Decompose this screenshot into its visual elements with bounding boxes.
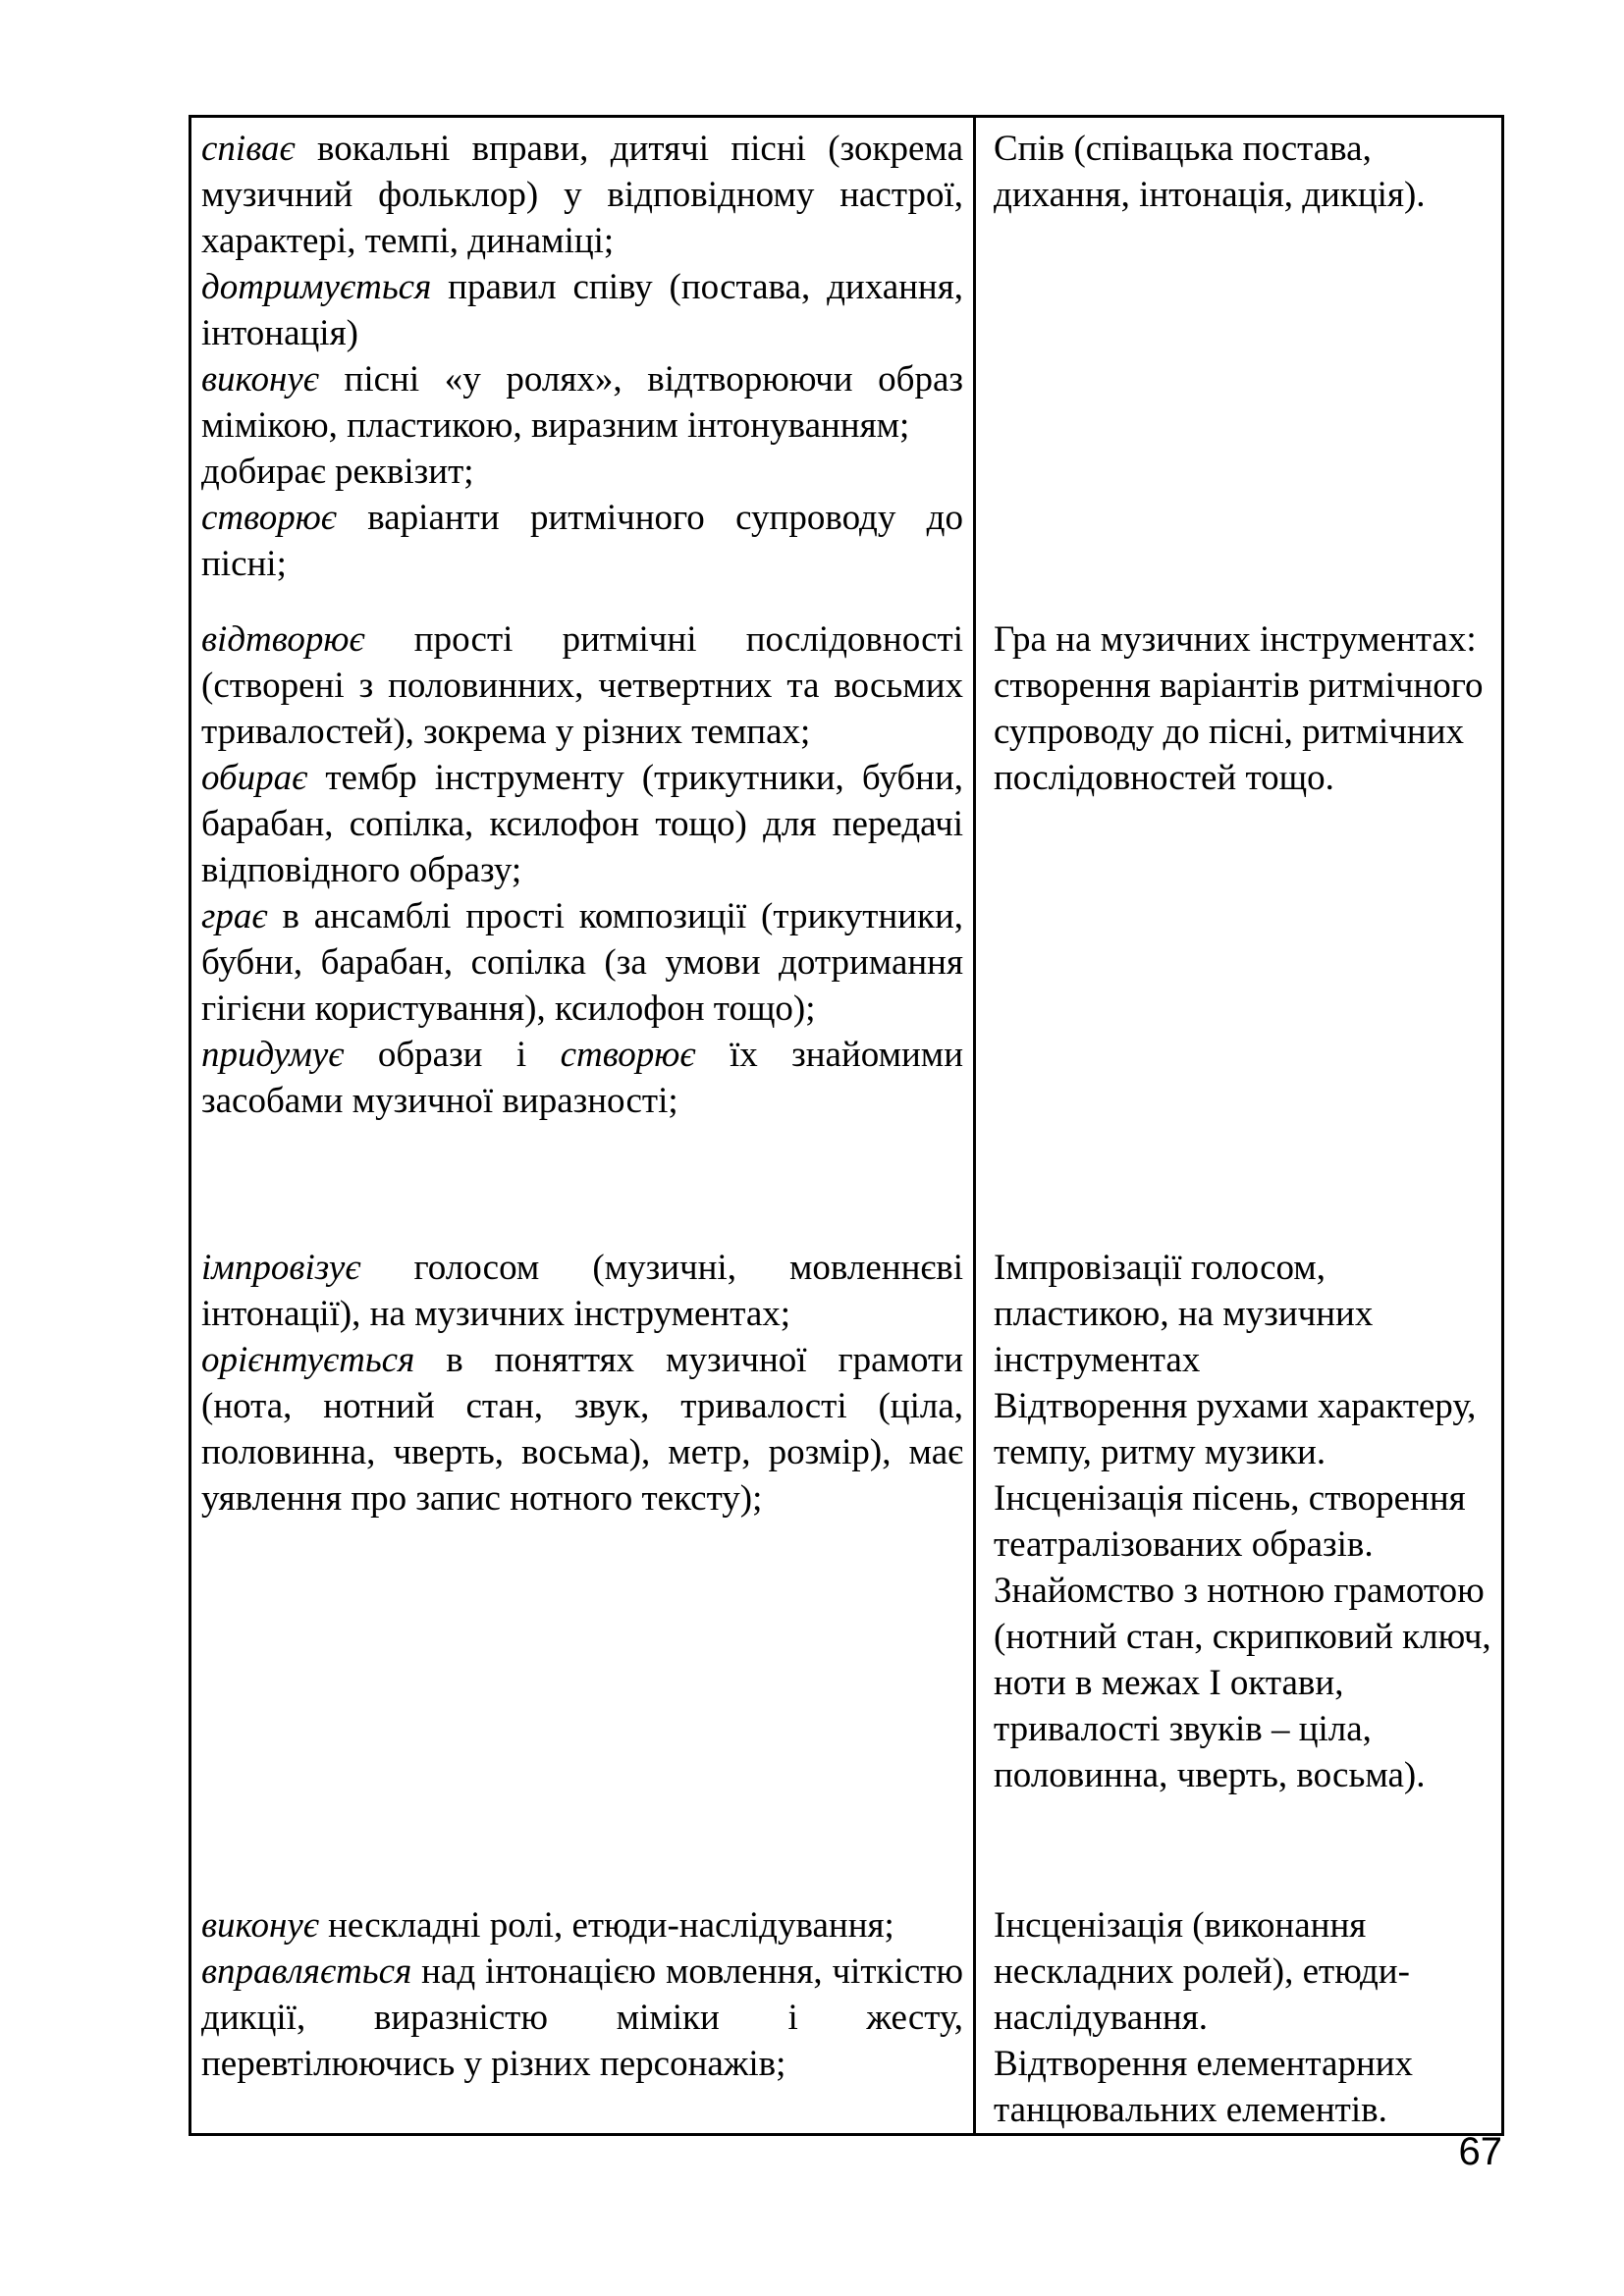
text-run: над інтонацією мовлення, чіткістю дикції, виразністю міміки і жесту, перевтілюючись у різних персонажів; (201, 1951, 963, 2084)
paragraph (994, 1568, 1493, 1798)
paragraph (994, 126, 1493, 218)
paragraph (201, 1902, 963, 1949)
paragraph (201, 1949, 963, 2087)
paragraph (994, 2041, 1493, 2133)
table-cell-row1-right (973, 118, 1501, 609)
text-run: в поняттях музичної грамоти (нота, нотний стан, звук, тривалості (ціла, половинна, чверть, восьма), метр, розмір), має уявлення про запис нотного тексту); (201, 1340, 963, 1519)
text-run: пісні «у ролях», відтворюючи образ мімікою, пластикою, виразним інтонуванням; (201, 359, 963, 446)
text-run: тембр інструменту (трикутники, бубни, барабан, сопілка, ксилофон тощо) для передачі відповідного образу; (201, 758, 963, 890)
text-run: Інсценізація пісень, створення театралізованих образів. (994, 1478, 1466, 1565)
text-run: в ансамблі прості композиції (трикутники, бубни, барабан, сопілка (за умови дотримання гігієни користування), ксилофон тощо); (201, 896, 963, 1029)
text-run: їх знайомими засобами музичної виразності; (201, 1035, 963, 1121)
text-run: варіанти ритмічного супроводу до пісні; (201, 498, 963, 584)
paragraph (201, 449, 963, 495)
text-run: Інсценізація (виконання нескладних ролей), етюди-наслідування. (994, 1905, 1410, 2038)
text-run: правил співу (постава, дихання, інтонація) (201, 267, 963, 353)
text-run: вокальні вправи, дитячі пісні (зокрема музичний фольклор) у відповідному настрої, характері, темпі, динаміці; (201, 129, 963, 261)
text-run: Відтворення рухами характеру, темпу, ритму музики. (994, 1386, 1477, 1472)
table-cell-row4-left (191, 1895, 973, 2133)
table-cell-row3-right (973, 1237, 1501, 1895)
verb-emphasis: вправляється (201, 1951, 412, 1992)
paragraph (201, 1337, 963, 1522)
paragraph (994, 1245, 1493, 1383)
verb-emphasis: орієнтується (201, 1340, 415, 1380)
text-run: Спів (співацька постава, дихання, інтонація, дикція). (994, 129, 1426, 215)
paragraph (201, 616, 963, 755)
text-run: голосом (музичні, мовленнєві інтонації), на музичних інструментах; (201, 1248, 963, 1334)
verb-emphasis: відтворює (201, 619, 365, 660)
text-run: нескладні ролі, етюди-наслідування; (318, 1905, 894, 1946)
paragraph (201, 1032, 963, 1124)
table-cell-row4-right (973, 1895, 1501, 2133)
paragraph (201, 893, 963, 1032)
paragraph (201, 356, 963, 449)
paragraph (201, 1245, 963, 1337)
paragraph (994, 1383, 1493, 1475)
table-cell-row2-left (191, 609, 973, 1237)
verb-emphasis: грає (201, 896, 268, 936)
table-cell-row2-right (973, 609, 1501, 1237)
text-run: Знайомство з нотною грамотою (нотний стан, скрипковий ключ, ноти в межах І октави, тривалості звуків – ціла, половинна, чверть, восьма). (994, 1571, 1491, 1795)
verb-emphasis: виконує (201, 359, 319, 400)
paragraph (994, 1475, 1493, 1568)
paragraph (994, 1902, 1493, 2041)
text-run: Гра на музичних інструментах: створення варіантів ритмічного супроводу до пісні, ритмічних послідовностей тощо. (994, 619, 1484, 798)
paragraph (201, 495, 963, 587)
paragraph (201, 755, 963, 893)
text-run: образи і (344, 1035, 561, 1075)
text-run: добирає реквізит; (201, 452, 474, 492)
text-run: прості ритмічні послідовності (створені з половинних, четвертних та восьмих тривалостей), зокрема у різних темпах; (201, 619, 963, 752)
table-cell-row1-left (191, 118, 973, 609)
curriculum-table (189, 115, 1504, 2136)
verb-emphasis: виконує (201, 1905, 319, 1946)
verb-emphasis: обирає (201, 758, 308, 798)
verb-emphasis: співає (201, 129, 296, 169)
page-number: 67 (1458, 2130, 1502, 2173)
verb-emphasis: створює (560, 1035, 696, 1075)
paragraph (994, 616, 1493, 801)
text-run: Імпровізації голосом, пластикою, на музичних інструментах (994, 1248, 1374, 1380)
text-run: Відтворення елементарних танцювальних елементів. (994, 2044, 1414, 2130)
verb-emphasis: створює (201, 498, 337, 538)
verb-emphasis: придумує (201, 1035, 345, 1075)
table-cell-row3-left (191, 1237, 973, 1895)
verb-emphasis: дотримується (201, 267, 432, 307)
verb-emphasis: імпровізує (201, 1248, 361, 1288)
paragraph (201, 264, 963, 356)
paragraph (201, 126, 963, 264)
